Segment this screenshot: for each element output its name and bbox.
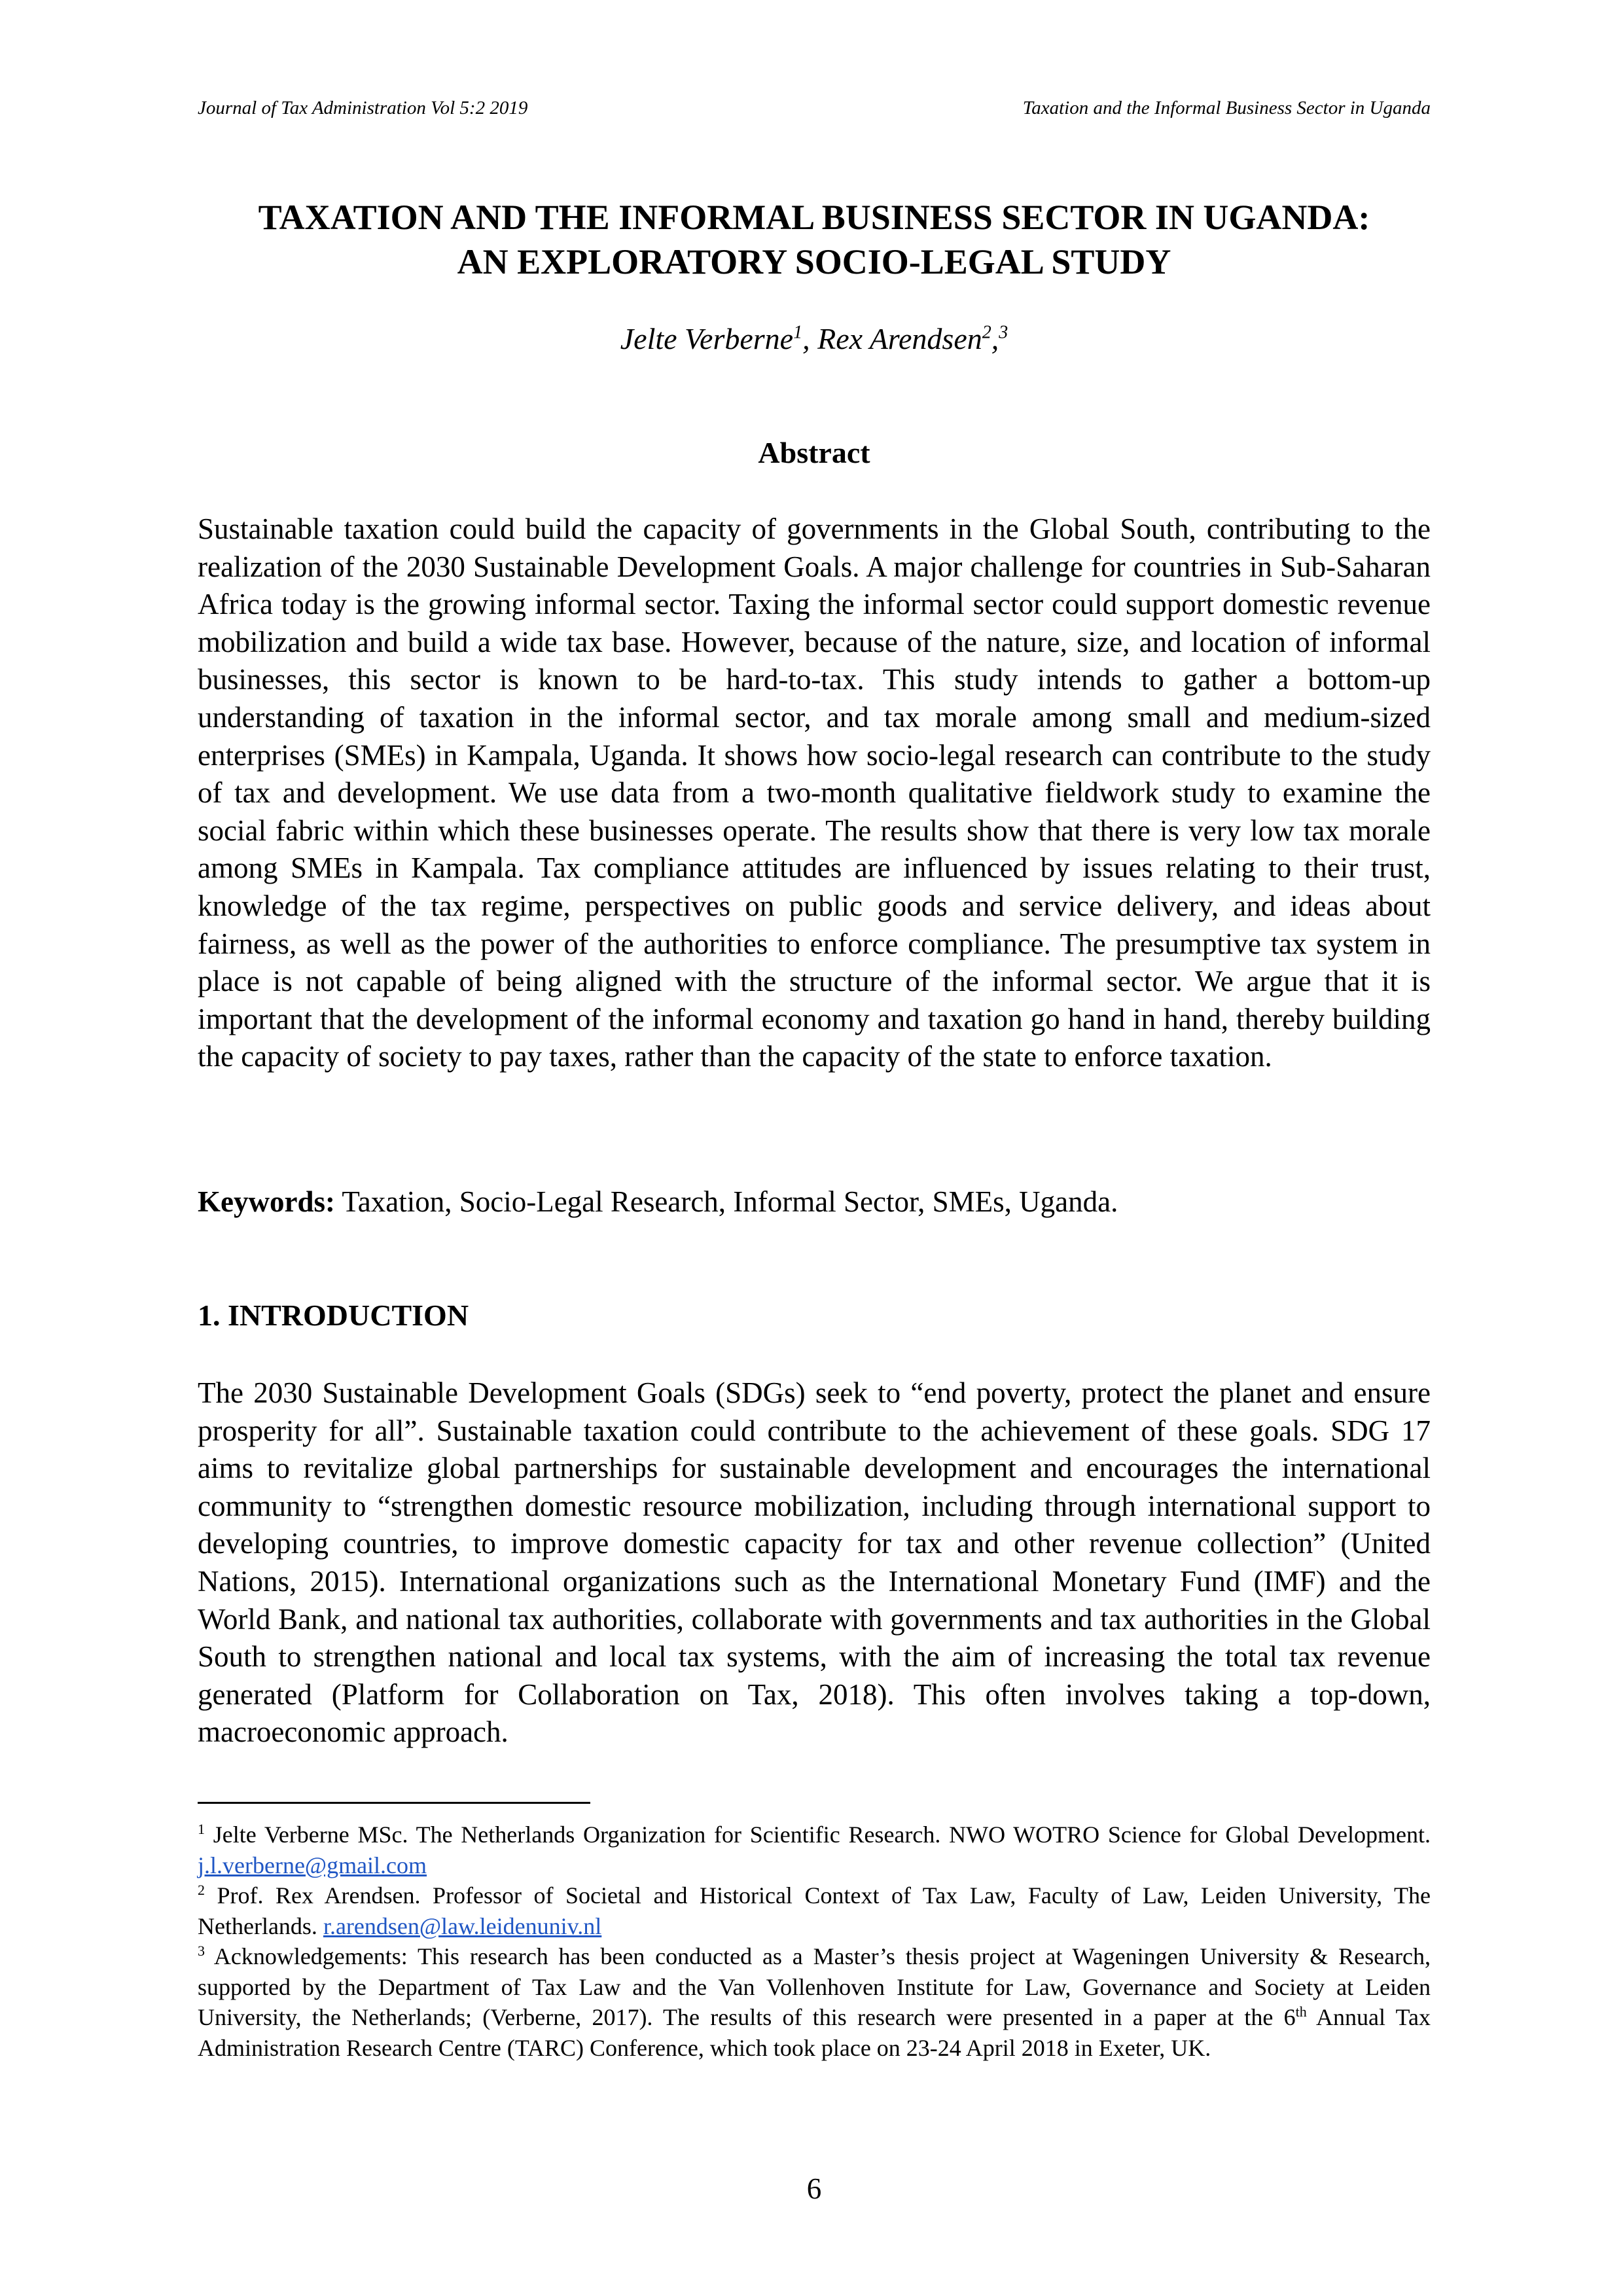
- page-number: 6: [806, 2172, 822, 2205]
- paper-title: [198, 195, 1431, 284]
- footnote-marker: 2: [198, 1882, 205, 1898]
- author-list: [198, 321, 1431, 357]
- paper-title-line-2: AN EXPLORATORY SOCIO-LEGAL STUDY: [457, 242, 1171, 281]
- journal-citation: Journal of Tax Administration Vol 5:2 2019: [198, 98, 528, 118]
- section-heading-introduction: 1. INTRODUCTION: [198, 1299, 469, 1332]
- abstract-heading: Abstract: [758, 436, 870, 469]
- footnote-marker: 3: [198, 1943, 205, 1959]
- running-title: Taxation and the Informal Business Sector in Uganda: [1022, 98, 1431, 118]
- keywords-list: Taxation, Socio-Legal Research, Informal Sector, SMEs, Uganda.: [334, 1185, 1118, 1218]
- paper-page: [198, 0, 1431, 2296]
- footnote-marker: 1: [198, 1821, 205, 1837]
- footnotes: [198, 1820, 1431, 2063]
- author-name: Rex Arendsen: [817, 322, 982, 355]
- footnote-text: Jelte Verberne MSc. The Netherlands Organization for Scientific Research. NWO WOTRO Science for Global Development.: [205, 1821, 1431, 1848]
- footnote: [198, 1820, 1431, 1880]
- introduction-paragraph: The 2030 Sustainable Development Goals (SDGs) seek to “end poverty, protect the planet and ensure prosperity for all”. Sustainable taxation could contribute to the achievement of these goals. SDG 17 aims to revitalize global partnerships for sustainable development and encourages the international community to “strengthen domestic resource mobilization, including through international support to developing countries, to improve domestic capacity for tax and other revenue collection” (United Nations, 2015). International organizations such as the International Monetary Fund (IMF) and the World Bank, and national tax authorities, collaborate with governments and tax authorities in the Global South to strengthen national and local tax systems, with the aim of increasing the total tax revenue generated (Platform for Collaboration on Tax, 2018). This often involves taking a top-down, macroeconomic approach.: [198, 1376, 1431, 1749]
- footnote-marker-separator: ,: [991, 322, 999, 355]
- ordinal-suffix: th: [1295, 2003, 1307, 2020]
- footnote-marker: 1: [793, 322, 803, 343]
- footnote-text: Annual Tax Administration Research Centre (TARC) Conference, which took place on 23-24 April 2018 in Exeter, UK.: [198, 2004, 1431, 2061]
- keywords-label: Keywords:: [198, 1185, 335, 1218]
- email-link[interactable]: j.l.verberne@gmail.com: [198, 1852, 427, 1878]
- footnote-text: Prof. Rex Arendsen. Professor of Societal and Historical Context of Tax Law, Faculty of Law, Leiden University, The Netherlands.: [198, 1882, 1431, 1939]
- author-name: Jelte Verberne: [620, 322, 794, 355]
- author-separator: ,: [802, 322, 818, 355]
- footnote-marker: 3: [999, 322, 1008, 343]
- abstract-text: Sustainable taxation could build the capacity of governments in the Global South, contributing to the realization of the 2030 Sustainable Development Goals. A major challenge for countries in Sub-Saharan Africa today is the growing informal sector. Taxing the informal sector could support domestic revenue mobilization and build a wide tax base. However, because of the nature, size, and location of informal businesses, this sector is known to be hard-to-tax. This study intends to gather a bottom-up understanding of taxation in the informal sector, and tax morale among small and medium-sized enterprises (SMEs) in Kampala, Uganda. It shows how socio-legal research can contribute to the study of tax and development. We use data from a two-month qualitative fieldwork study to examine the social fabric within which these businesses operate. The results show that there is very low tax morale among SMEs in Kampala. Tax compliance attitudes are influenced by issues relating to their trust, knowledge of the tax regime, perspectives on public goods and service delivery, and ideas about fairness, as well as the power of the authorities to enforce compliance. The presumptive tax system in place is not capable of being aligned with the structure of the informal sector. We argue that it is important that the development of the informal economy and taxation go hand in hand, thereby building the capacity of society to pay taxes, rather than the capacity of the state to enforce taxation.: [198, 512, 1431, 1073]
- footnote: [198, 1941, 1431, 2063]
- paper-title-line-1: TAXATION AND THE INFORMAL BUSINESS SECTOR IN UGANDA:: [258, 198, 1370, 237]
- footnote-marker: 2: [982, 322, 991, 343]
- keywords: [198, 1183, 1431, 1220]
- footnote-text: Acknowledgements: This research has been conducted as a Master’s thesis project at Wageningen University & Research, supported by the Department of Tax Law and the Van Vollenhoven Institute for Law, Governance and Society at Leiden University, the Netherlands; (Verberne, 2017). The results of this research were presented in a paper at the 6: [198, 1943, 1431, 2030]
- footnote: [198, 1880, 1431, 1941]
- email-link[interactable]: r.arendsen@law.leidenuniv.nl: [323, 1912, 602, 1939]
- footnote-divider: [198, 1802, 590, 1804]
